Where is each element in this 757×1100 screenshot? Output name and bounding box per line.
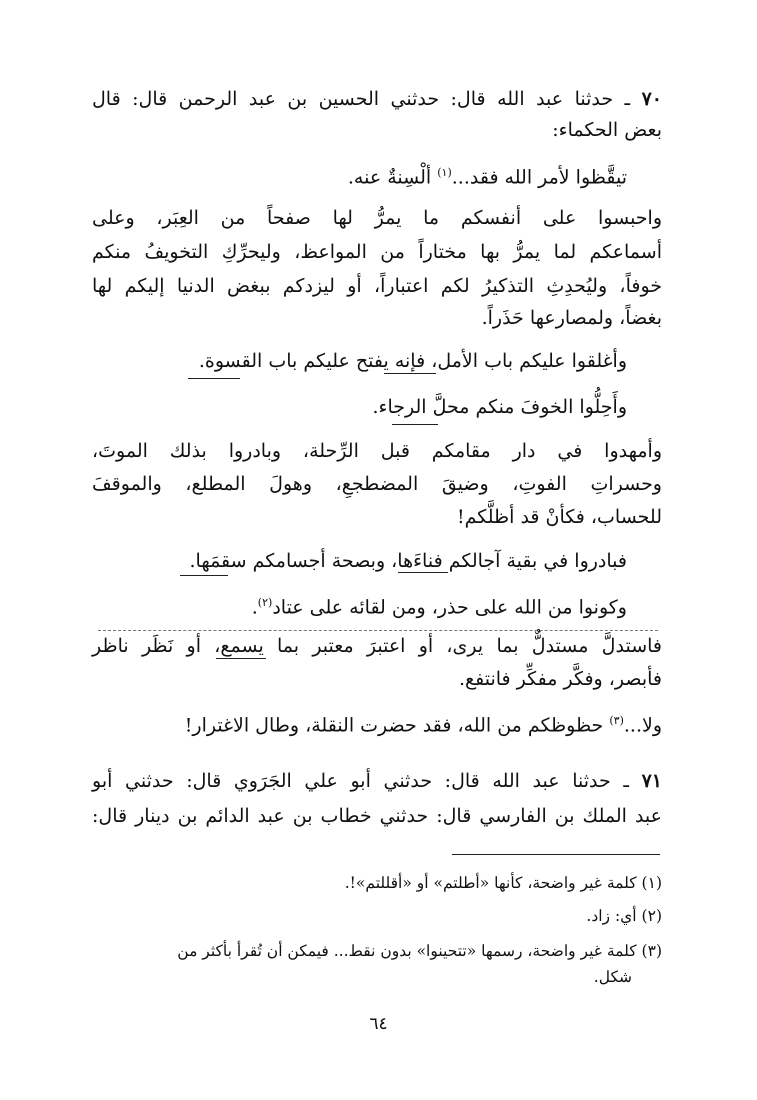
body-line-1: واحبسوا على أنفسكم ما يمرُّ لها صفحاً من العِبَر، وعلى	[92, 207, 662, 229]
paragraph-71-line-1	[92, 766, 662, 796]
paragraph-71-text-1: ـ حدثنا عبد الله قال: حدثني أبو علي الجَرَوي قال: حدثني أبو	[92, 770, 629, 792]
indented-2-line-1: فبادروا في بقية آجالكم فناءَها، وبصحة أجسامكم سقمَها.	[189, 550, 627, 572]
footnote-1-text: كلمة غير واضحة، كأنها «أطلتم» أو «أقللتم»!.	[344, 874, 637, 892]
body-2-line-2: وحسراتِ الفوتِ، وضيقَ المضطجعِ، وهولَ المطلع، والموقفَ	[92, 473, 662, 495]
body-line-3: خوفاً، وليُحدِثِ التذكيرُ لكم اعتباراً، أو ليزدكم ببغض الدنيا إليكم لها	[92, 275, 662, 297]
paragraph-70-text-1: ـ حدثنا عبد الله قال: حدثني الحسين بن عبد الرحمن قال: قال	[92, 88, 631, 110]
page-number: ٦٤	[369, 1014, 388, 1034]
paragraph-70-line-1	[92, 84, 662, 114]
footnote-ref-2: (٢)	[257, 596, 273, 609]
footnote-2	[92, 903, 662, 929]
quote-70-text: تيقَّظوا لأمر الله فقد...	[451, 166, 627, 189]
underline-mark	[216, 658, 266, 659]
underline-mark	[384, 373, 436, 374]
indented-2-line-2	[92, 588, 627, 622]
indented-4-line	[92, 706, 662, 740]
underline-mark	[180, 575, 228, 576]
footnote-ref-1: (١)	[437, 166, 452, 179]
body-line-4: بغضاً، ولمصارعها حَذَراً.	[481, 307, 662, 329]
footnote-2-marker: (٢)	[641, 907, 662, 925]
paragraph-71-number: ٧١	[641, 770, 662, 792]
paragraph-71-line-2: عبد الملك بن الفارسي قال: حدثني خطاب بن عبد الدائم بن دينار قال:	[92, 805, 662, 827]
underline-mark	[392, 424, 438, 425]
body-line-2: أسماعكم لما يمرُّ بها مختاراً من المواعظ، وليحرِّكِ التخويفُ منكم	[92, 241, 662, 263]
indented-3-line-1: فاستدلَّ مستدلٌّ بما يرى، أو اعتبرَ معتبر بما يسمع، أو نَظَر ناظر	[92, 635, 662, 657]
indented-3-line-2: فأبصر، وفكَّر مفكِّر فانتفع.	[458, 668, 662, 690]
footnote-1-marker: (١)	[641, 874, 662, 892]
footnote-ref-3: (٣)	[609, 714, 624, 727]
underline-mark	[188, 378, 240, 379]
footnote-2-text: أي: زاد.	[586, 907, 637, 925]
quote-70-line	[92, 158, 627, 192]
underline-mark	[398, 572, 448, 573]
indented-2-end: .	[251, 596, 258, 619]
indented-4-start: ولا...	[623, 714, 662, 737]
footnote-3-marker: (٣)	[641, 942, 662, 960]
indented-1-line-2: وأَحِلُّوا الخوفَ منكم محلَّ الرجاء.	[372, 396, 627, 418]
paragraph-70-line-2: بعض الحكماء:	[552, 119, 662, 141]
footnote-separator	[452, 854, 660, 855]
footnote-3-continuation: شكل.	[593, 968, 632, 986]
body-2-line-3: للحساب، فكأنْ قد أظلَّكم!	[456, 506, 662, 528]
footnote-3	[92, 938, 662, 964]
indented-2-text: وكونوا من الله على حذر، ومن لقائه على عتاد	[272, 596, 627, 619]
footnote-3-text: كلمة غير واضحة، رسمها «تتحينوا» بدون نقط... فيمكن أن تُقرأ بأكثر من	[177, 942, 637, 960]
quote-70-end: ألْسِنةٌ عنه.	[347, 166, 432, 189]
paragraph-70-number: ٧٠	[641, 88, 663, 110]
footnote-1	[92, 870, 662, 896]
body-2-line-1: وأمهدوا في دار مقامكم قبل الرِّحلة، وبادروا بذلك الموتَ،	[92, 440, 662, 462]
indented-1-line-1: وأغلقوا عليكم باب الأمل، فإنه يفتح عليكم باب القسوة.	[198, 350, 627, 372]
indented-4-end: حظوظكم من الله، فقد حضرت النقلة، وطال الاغترار!	[184, 714, 604, 737]
